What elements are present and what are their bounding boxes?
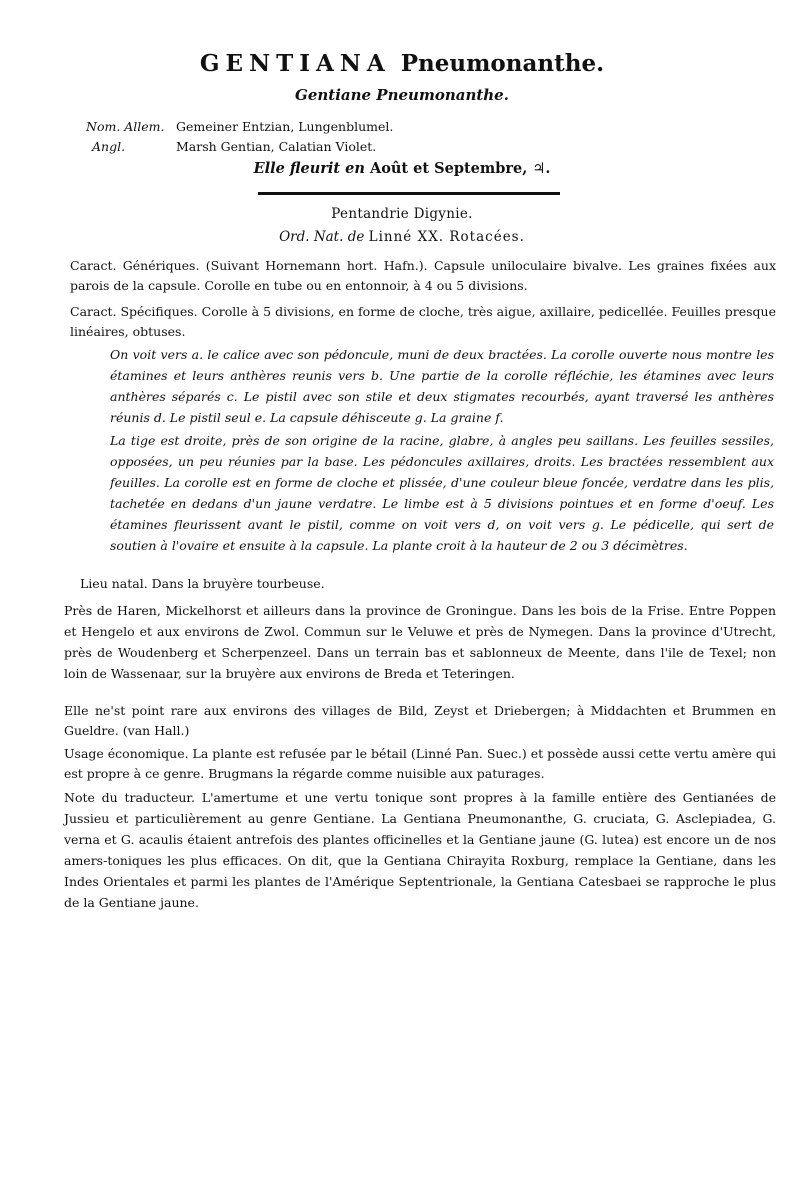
title-genus: GENTIANA bbox=[199, 50, 391, 77]
flowering-period bbox=[0, 160, 804, 177]
natural-order bbox=[0, 229, 804, 245]
plate-description: On voit vers a. le calice avec son pédoncule, muni de deux bractées. La corolle ouverte nous montre les étamines et leurs anthères reunis vers b. Une partie de la corolle réfléchie, les étamines avec leurs anthères séparés c. Le pistil avec son stile et deux stigmates recourbés, ayant traversé les anthères réunis d. Le pistil seul e. La capsule déhisceute g. La graine f. bbox=[110, 347, 774, 425]
linnaean-class: Pentandrie Digynie. bbox=[331, 206, 473, 222]
vernacular-names bbox=[86, 117, 393, 157]
economic-usage: Usage économique. La plante est refusée par le bétail (Linné Pan. Suec.) et possède aussi cette vertu amère qui est propre à ce genre. Brugmans la régarde comme nuisible aux paturages. bbox=[64, 746, 776, 781]
name-english bbox=[86, 137, 393, 157]
natural-order-label: Ord. Nat. de bbox=[279, 229, 365, 245]
name-english-value: Marsh Gentian, Calatian Violet. bbox=[176, 139, 377, 154]
natural-order-value: Linné XX. Rotacées. bbox=[368, 229, 525, 245]
name-english-label: Angl. bbox=[92, 139, 126, 154]
divider-rule bbox=[258, 192, 560, 195]
translator-note: Note du traducteur. L'amertume et une vertu tonique sont propres à la famille entière des Gentianées de Jussieu et particulièrement au genre Gentiane. La Gentiana Pneumonanthe, G. cruciata, G. Asclepiadea, G. verna et G. acaulis étaient antrefois des plantes officinelles et la Gentiane jaune (G. lutea) est encore un de nos amers-toniques les plus efficaces. On dit, que la Gentiana Chirayita Roxburg, remplace la Gentiane, dans les Indes Orientales et parmi les plantes de l'Amérique Septentrionale, la Gentiana Catesbaei se rapproche le plus de la Gentiane jaune. bbox=[64, 790, 776, 910]
rarity-note: Elle ne'st point rare aux environs des villages de Bild, Zeyst et Driebergen; à Middachten et Brummen en Gueldre. (van Hall.) bbox=[64, 703, 776, 738]
page-subtitle: Gentiane Pneumonanthe. bbox=[295, 86, 509, 104]
name-german-value: Gemeiner Entzian, Lungenblumel. bbox=[176, 119, 394, 134]
flowering-label: Elle fleurit en bbox=[253, 160, 365, 177]
title-species: Pneumonanthe. bbox=[400, 50, 605, 77]
flowering-months: Août et Septembre, ♃. bbox=[369, 160, 551, 177]
plant-description: La tige est droite, près de son origine de la racine, glabre, à angles peu saillans. Les feuilles sessiles, opposées, un peu réunies par la base. Les pédoncules axillaires, droits. Les bractées ressemblent aux feuilles. La corolle est en forme de cloche et plissée, d'une couleur bleue foncée, verdatre dans les plis, tachetée en dedans d'un jaune verdatre. Le limbe est à 5 divisions pointues et en forme d'oeuf. Les étamines fleurissent avant le pistil, comme on voit vers d, on voit vers g. Le pédicelle, qui sert de soutien à l'ovaire et ensuite à la capsule. La plante croit à la hauteur de 2 ou 3 décimètres. bbox=[110, 433, 774, 553]
name-german-label: Nom. Allem. bbox=[86, 119, 165, 134]
localities: Près de Haren, Mickelhorst et ailleurs dans la province de Groningue. Dans les bois de la Frise. Entre Poppen et Hengelo et aux environs de Zwol. Commun sur le Veluwe et près de Nymegen. Dans la province d'Utrecht, près de Woudenberg et Scherpenzeel. Dans un terrain bas et sablonneux de Meente, dans l'ile de Texel; non loin de Wassenaar, sur la bruyère aux environs de Breda et Teteringen. bbox=[64, 603, 776, 681]
specific-characters: Caract. Spécifiques. Corolle à 5 divisions, en forme de cloche, très aigue, axillaire, pedicellée. Feuilles presque linéaires, obtuses. bbox=[70, 304, 776, 339]
native-habitat: Lieu natal. Dans la bruyère tourbeuse. bbox=[80, 576, 325, 591]
page-title bbox=[0, 50, 804, 77]
generic-characters: Caract. Génériques. (Suivant Hornemann hort. Hafn.). Capsule uniloculaire bivalve. Les graines fixées aux parois de la capsule. Corolle en tube ou en entonnoir, à 4 ou 5 divisions. bbox=[70, 258, 776, 293]
name-german bbox=[86, 117, 393, 137]
